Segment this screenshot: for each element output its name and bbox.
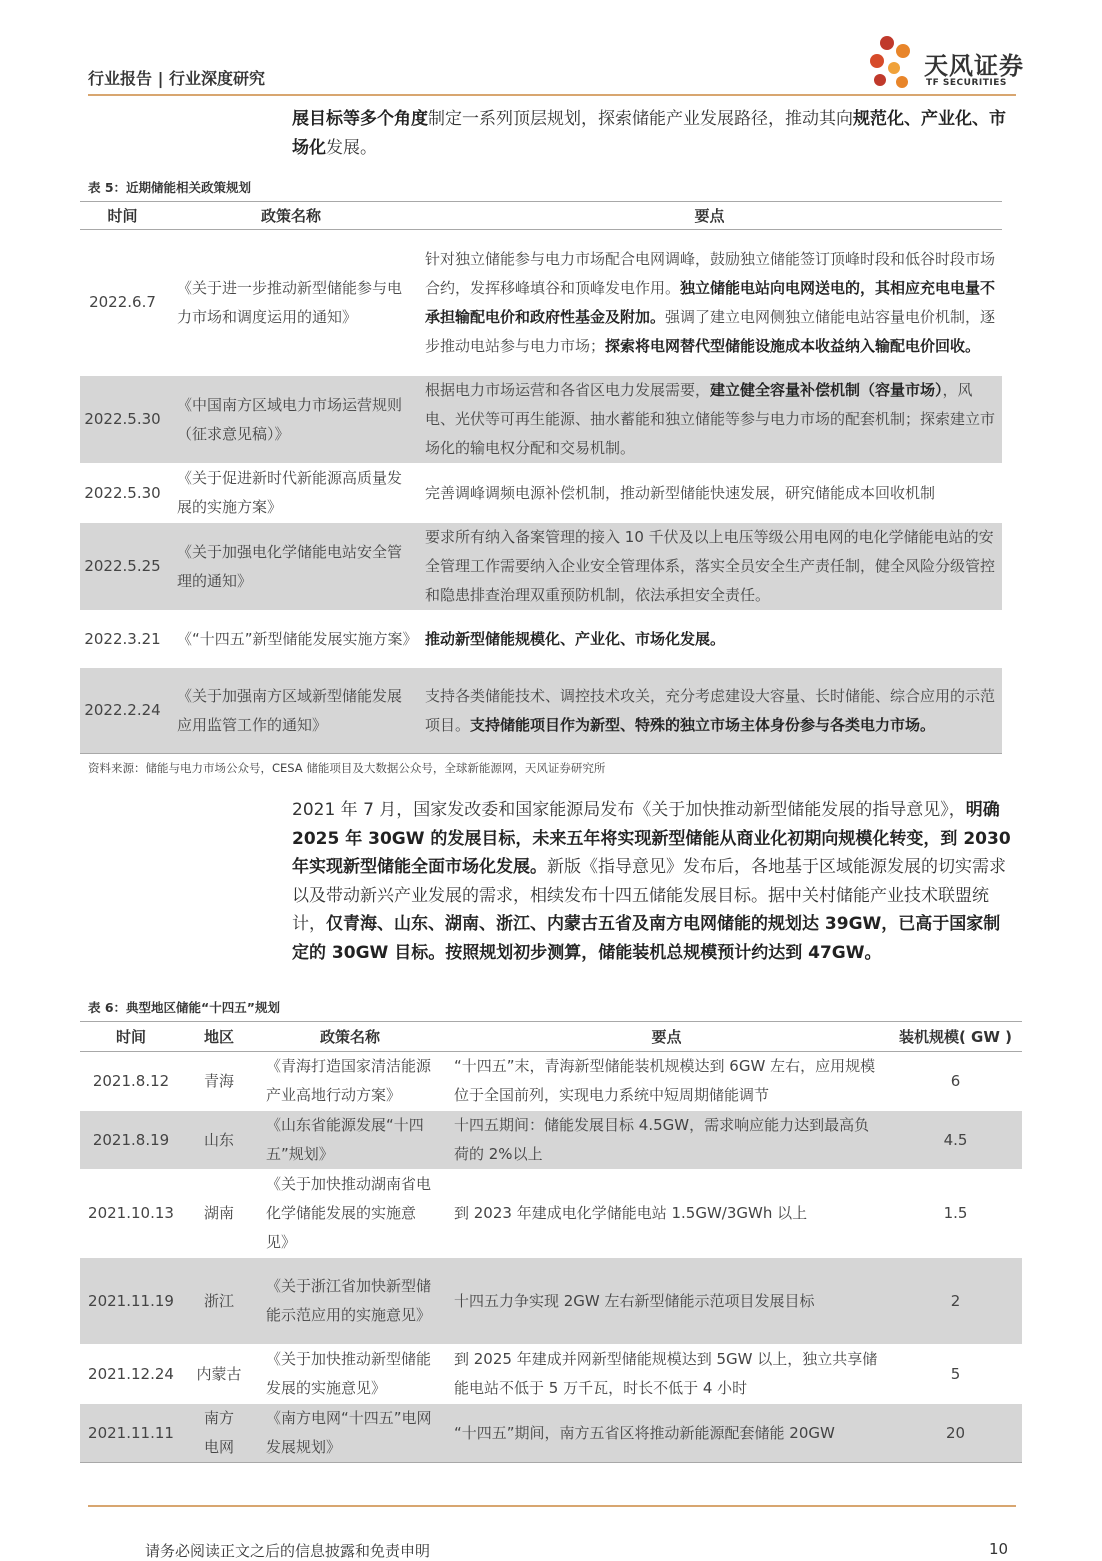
row-date: 2022.5.30 (84, 410, 161, 428)
row-date: 2022.5.30 (84, 483, 161, 502)
table6-caption: 表 6：典型地区储能“十四五”规划 (88, 1000, 280, 1015)
header-points: 要点 (694, 207, 725, 225)
table-row (80, 1258, 1022, 1345)
row-points: 十四五期间：储能发展目标 4.5GW，需求响应能力达到最高负荷的 2%以上 (454, 1116, 870, 1163)
row-date: 2021.11.11 (88, 1423, 174, 1442)
intro-bold-2: 规范化、产业化、市场化 (292, 109, 1006, 158)
table-row (80, 1404, 1022, 1463)
row-capacity: 1.5 (943, 1204, 968, 1222)
intro-paragraph (292, 105, 1016, 162)
row-policy: 《关于加快推动湖南省电化学储能发展的实施意见》 (266, 1175, 432, 1251)
body-text-2: 新版《指导意见》发布后，各地基于区域能源发展的切实需求以及带动新兴产业发展的需求，相续发布十四五储能发展目标。据中关村储能产业技术联盟统计， (292, 857, 1006, 934)
page-number: 10 (989, 1540, 1009, 1558)
footer-divider (88, 1505, 1016, 1507)
row-points: “十四五”期间，南方五省区将推动新能源配套储能 20GW (454, 1423, 835, 1442)
row-date: 2022.5.25 (84, 557, 161, 575)
body-bold-1: 明确 2025 年 30GW 的发展目标，未来五年将实现新型储能从商业化初期向规模化转变，到 2030 年实现新型储能全面市场化发展。 (292, 800, 1011, 877)
policy-table (80, 201, 1002, 754)
row-policy: 《关于加快推动新型储能发展的实施意见》 (266, 1350, 432, 1397)
table5-source: 资料来源：储能与电力市场公众号，CESA 储能项目及大数据公众号，全球新能源网，天风证券研究所 (88, 761, 606, 775)
row-capacity: 2 (950, 1291, 961, 1310)
row-region: 山东 (203, 1130, 234, 1149)
row-date: 2021.8.19 (92, 1130, 170, 1149)
row-points: 根据电力市场运营和各省区电力发展需要，建立健全容量补偿机制（容量市场），风电、光伏等可再生能源、抽水蓄能和独立储能等参与电力市场的配套机制；探索建立市场化的输电权分配和交易机制。 (425, 381, 996, 457)
company-logo (866, 34, 1026, 94)
header-divider (88, 94, 1016, 96)
table-header-row (80, 1022, 1022, 1052)
body-bold-2: 仅青海、山东、湖南、浙江、内蒙古五省及南方电网储能的规划达 39GW，已高于国家制定的 30GW 目标。按照规划初步测算，储能装机总规模预计约达到 47GW。 (292, 914, 1001, 963)
logo-subtext: TF SECURITIES (926, 78, 1007, 88)
header-date: 时间 (107, 207, 138, 225)
report-category: 行业报告 | 行业深度研究 (88, 69, 265, 88)
table-row (80, 230, 1002, 376)
row-date: 2021.8.12 (92, 1071, 170, 1090)
table-row (80, 1345, 1022, 1404)
row-region: 南方电网 (203, 1409, 234, 1456)
row-policy: 《关于加强南方区域新型储能发展应用监管工作的通知》 (177, 686, 403, 734)
footer-disclaimer: 请务必阅读正文之后的信息披露和免责申明 (145, 1542, 431, 1560)
row-date: 2022.2.24 (84, 701, 161, 719)
table-row (80, 376, 1002, 464)
row-date: 2021.11.19 (88, 1291, 174, 1310)
intro-bold-1: 展目标等多个角度 (292, 109, 428, 129)
body-paragraph (292, 796, 1016, 967)
row-points: “十四五”末，青海新型储能装机规模达到 6GW 左右，应用规模位于全国前列，实现电力系统中短周期储能调节 (454, 1057, 876, 1104)
row-points: 到 2023 年建成电化学储能电站 1.5GW/3GWh 以上 (454, 1204, 808, 1222)
header-date: 时间 (115, 1028, 146, 1046)
row-capacity: 5 (950, 1364, 961, 1383)
row-points: 要求所有纳入备案管理的接入 10 千伏及以上电压等级公用电网的电化学储能电站的安全管理工作需要纳入企业安全管理体系，落实全员安全生产责任制，健全风险分级管控和隐患排查治理双重预防机制，依法承担安全责任。 (425, 528, 996, 604)
row-capacity: 20 (945, 1423, 966, 1442)
logo-text: 天风证券 (924, 52, 1024, 80)
row-region: 湖南 (203, 1204, 234, 1222)
row-points: 推动新型储能规模化、产业化、市场化发展。 (425, 629, 726, 648)
table-row (80, 1052, 1022, 1111)
row-date: 2021.10.13 (88, 1204, 174, 1222)
table-row (80, 611, 1002, 668)
row-points: 支持各类储能技术、调控技术攻关，充分考虑建设大容量、长时储能、综合应用的示范项目。支持储能项目作为新型、特殊的独立市场主体身份参与各类电力市场。 (425, 686, 996, 734)
row-policy: 《山东省能源发展“十四五”规划》 (266, 1116, 424, 1163)
table-row (80, 668, 1002, 754)
row-region: 青海 (203, 1071, 234, 1090)
row-date: 2022.3.21 (84, 629, 161, 648)
header-region: 地区 (203, 1028, 234, 1046)
row-points: 完善调峰调频电源补偿机制，推动新型储能快速发展，研究储能成本回收机制 (425, 483, 936, 502)
row-capacity: 4.5 (943, 1130, 968, 1149)
row-policy: 《“十四五”新型储能发展实施方案》 (177, 629, 418, 648)
table-row (80, 464, 1002, 523)
row-date: 2021.12.24 (88, 1364, 174, 1383)
row-region: 内蒙古 (196, 1364, 242, 1383)
table-row (80, 1170, 1022, 1258)
row-points: 到 2025 年建成并网新型储能规模达到 5GW 以上，独立共享储能电站不低于 5 万千瓦，时长不低于 4 小时 (454, 1350, 878, 1397)
row-region: 浙江 (203, 1291, 234, 1310)
row-points: 十四五力争实现 2GW 左右新型储能示范项目发展目标 (454, 1291, 815, 1310)
row-capacity: 6 (950, 1071, 961, 1090)
regional-plan-table (80, 1021, 1022, 1463)
row-policy: 《青海打造国家清洁能源产业高地行动方案》 (266, 1057, 432, 1104)
body-text-1: 2021 年 7 月，国家发改委和国家能源局发布《关于加快推动新型储能发展的指导意见》， (292, 800, 966, 820)
row-policy: 《关于进一步推动新型储能参与电力市场和调度运用的通知》 (177, 278, 403, 326)
table5-caption: 表 5：近期储能相关政策规划 (88, 180, 252, 195)
intro-text-1: 制定一系列顶层规划，探索储能产业发展路径，推动其向 (428, 109, 853, 129)
row-policy: 《南方电网“十四五”电网发展规划》 (266, 1409, 432, 1456)
row-policy: 《关于促进新时代新能源高质量发展的实施方案》 (177, 469, 403, 516)
header-policy: 政策名称 (260, 207, 321, 225)
table-header-row (80, 202, 1002, 230)
row-points: 针对独立储能参与电力市场配合电网调峰，鼓励独立储能签订顶峰时段和低谷时段市场合约，发挥移峰填谷和顶峰发电作用。独立储能电站向电网送电的，其相应充电电量不承担输配电价和政府性基金及附加。强调了建立电网侧独立储能电站容量电价机制，逐步推动电站参与电力市场；探索将电网替代型储能设施成本收益纳入输配电价回收。 (425, 249, 996, 355)
row-policy: 《关于加强电化学储能电站安全管理的通知》 (177, 542, 403, 590)
header-capacity: 装机规模( GW ) (898, 1028, 1012, 1046)
header-points: 要点 (651, 1028, 682, 1046)
table-row (80, 1111, 1022, 1170)
table-row (80, 523, 1002, 611)
row-policy: 《关于浙江省加快新型储能示范应用的实施意见》 (266, 1277, 432, 1324)
row-policy: 《中国南方区域电力市场运营规则（征求意见稿）》 (177, 395, 403, 443)
header-policy: 政策名称 (319, 1028, 380, 1046)
intro-text-2: 发展。 (326, 137, 377, 158)
row-date: 2022.6.7 (89, 293, 156, 311)
